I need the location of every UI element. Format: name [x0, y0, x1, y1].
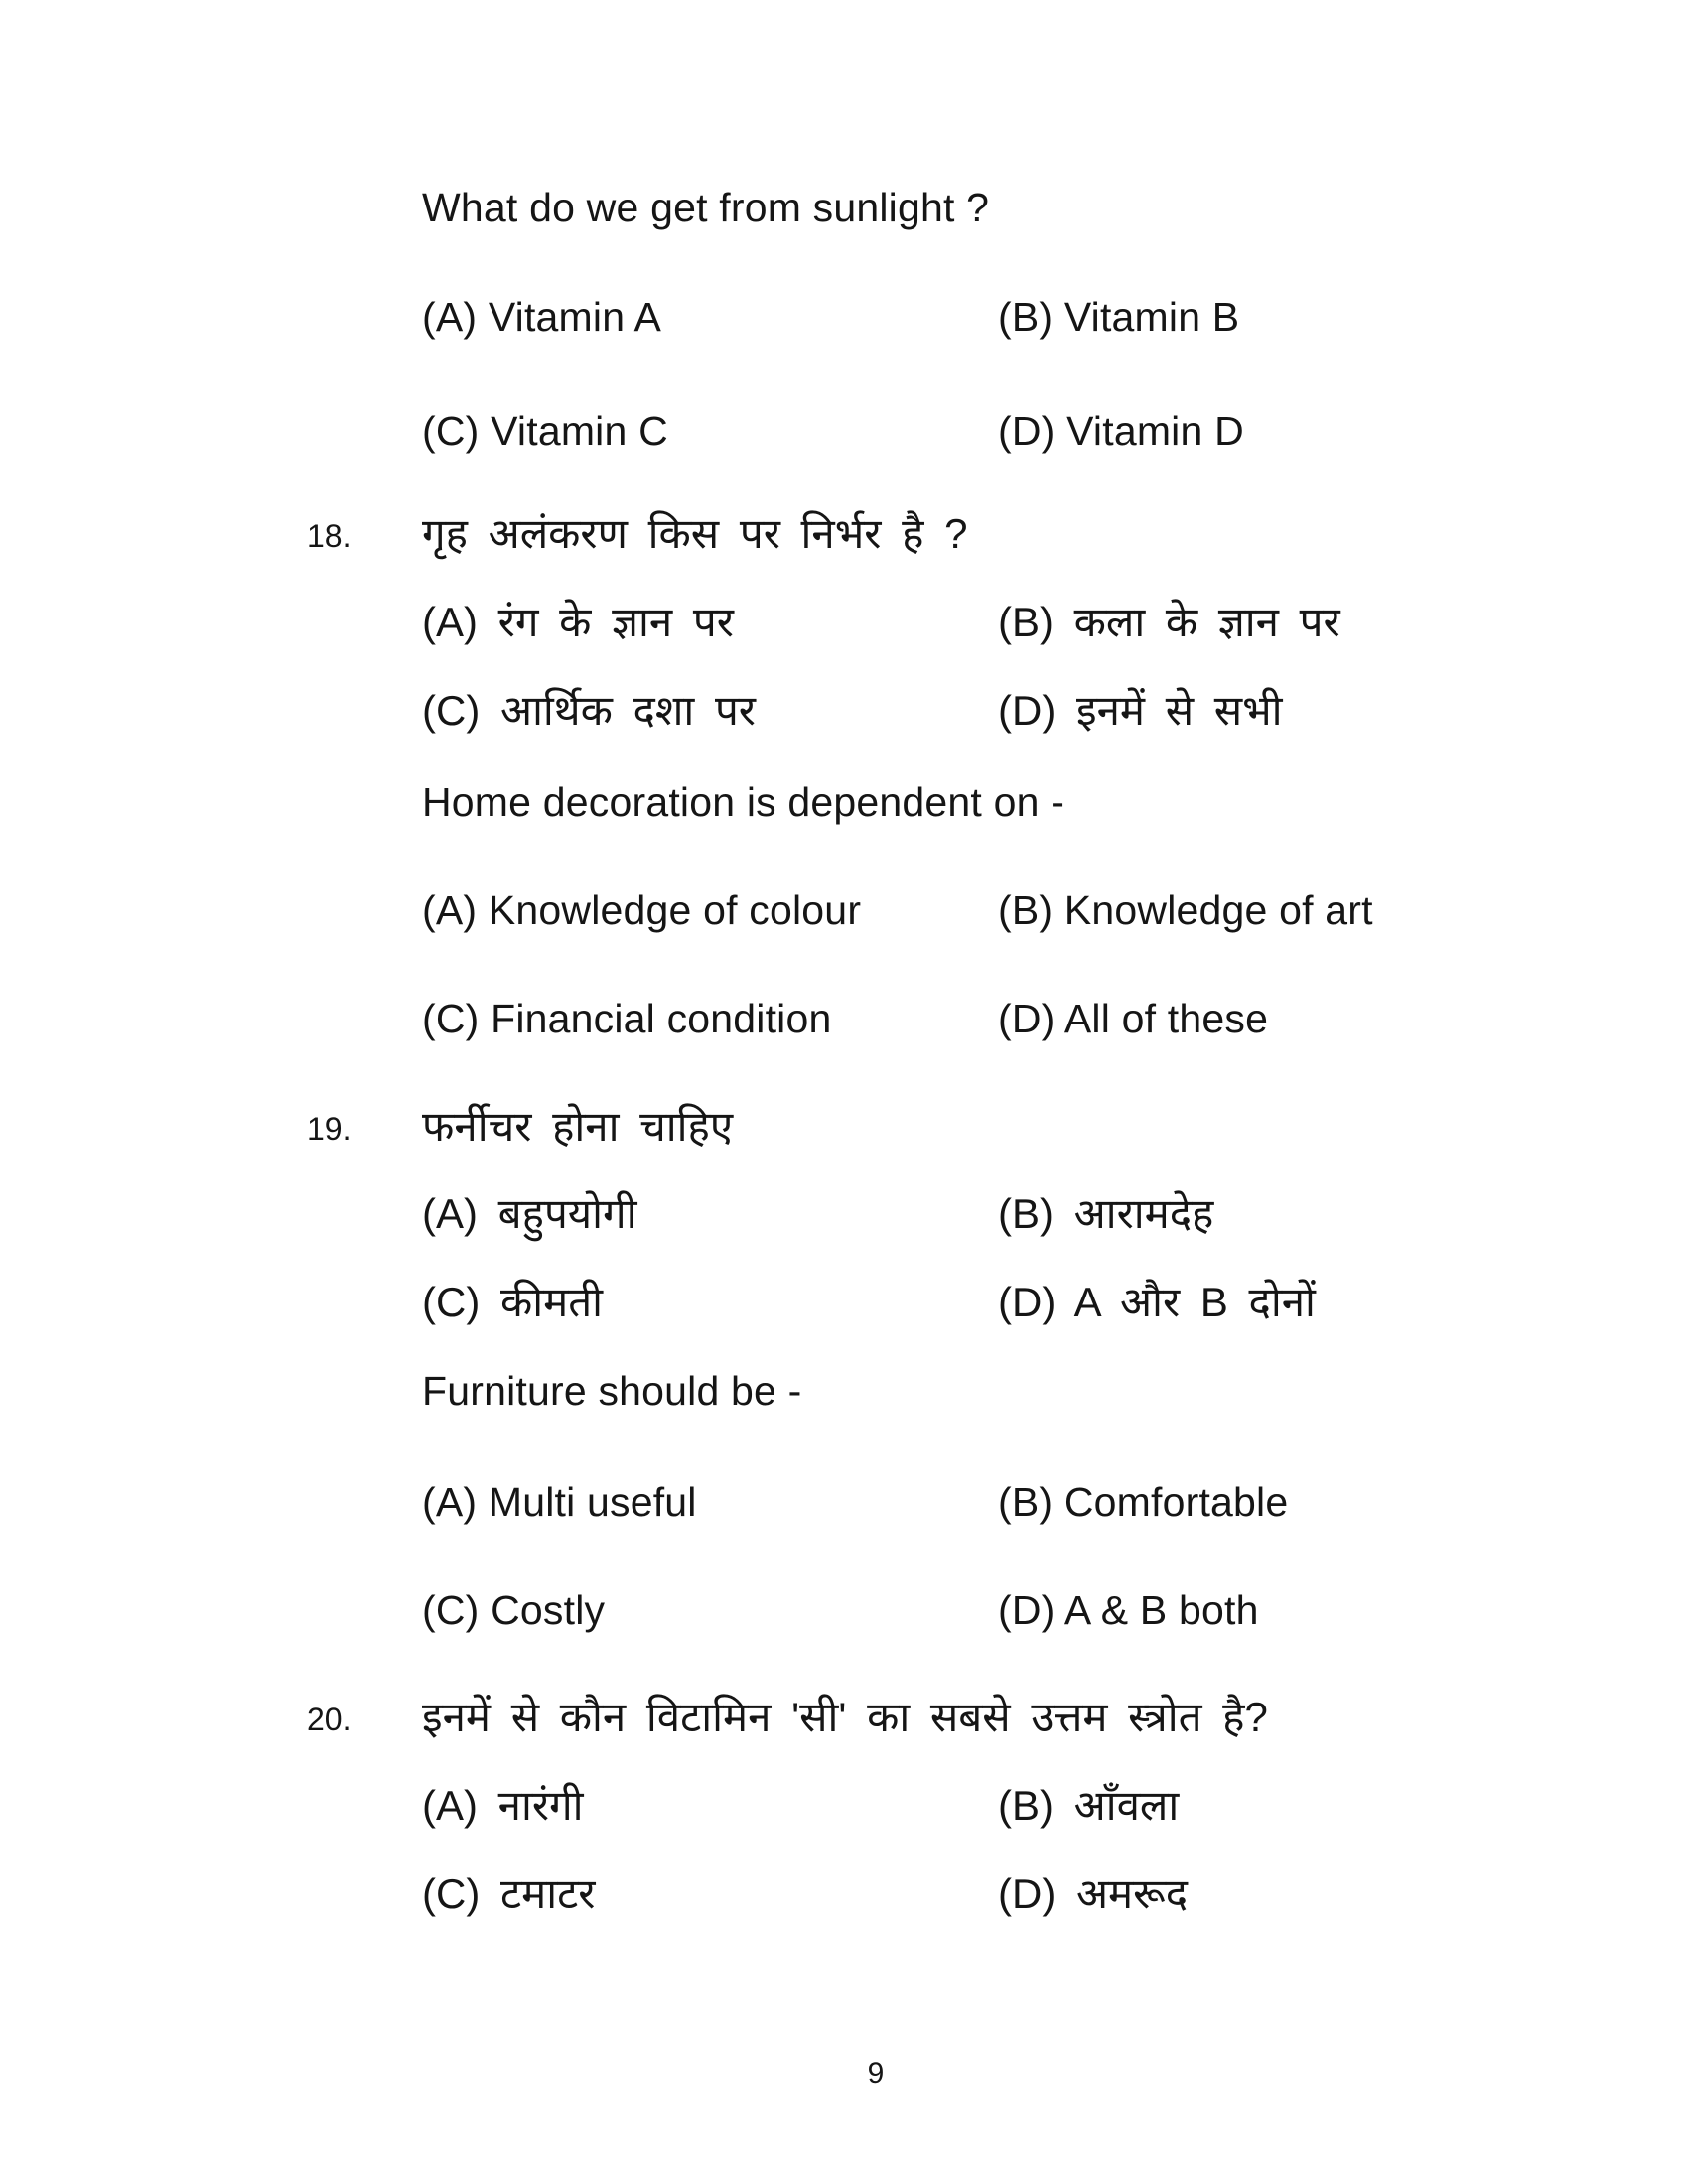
option-c: (C) Costly	[422, 1587, 606, 1633]
option-a: (A) बहुपयोगी	[422, 1190, 637, 1237]
question-text-hindi: फर्नीचर होना चाहिए	[422, 1103, 734, 1150]
question-text-english: Home decoration is dependent on -	[422, 779, 1065, 825]
option-d: (D) A & B both	[998, 1587, 1259, 1633]
option-c: (C) आर्थिक दशा पर	[422, 687, 756, 734]
option-a: (A) Multi useful	[422, 1479, 697, 1525]
option-d: (D) A और B दोनों	[998, 1279, 1316, 1325]
question-text-hindi: इनमें से कौन विटामिन 'सी' का सबसे उत्तम स्त्रोत है?	[422, 1694, 1268, 1740]
option-d: (D) Vitamin D	[998, 408, 1244, 454]
option-b: (B) Knowledge of art	[998, 887, 1373, 933]
question-number: 20.	[307, 1702, 352, 1737]
option-b: (B) आँवला	[998, 1782, 1180, 1829]
option-a: (A) Vitamin A	[422, 294, 662, 340]
question-text-english: Furniture should be -	[422, 1368, 802, 1414]
option-b: (B) Comfortable	[998, 1479, 1289, 1525]
question-text-english: What do we get from sunlight ?	[422, 185, 990, 230]
option-a: (A) रंग के ज्ञान पर	[422, 599, 734, 645]
option-b: (B) कला के ज्ञान पर	[998, 599, 1340, 645]
option-d: (D) All of these	[998, 996, 1269, 1041]
question-number: 19.	[307, 1111, 352, 1147]
option-d: (D) इनमें से सभी	[998, 687, 1283, 734]
option-d: (D) अमरूद	[998, 1870, 1189, 1917]
page-number: 9	[867, 2057, 885, 2090]
option-c: (C) Vitamin C	[422, 408, 668, 454]
option-b: (B) आरामदेह	[998, 1190, 1214, 1237]
option-b: (B) Vitamin B	[998, 294, 1240, 340]
option-c: (C) कीमती	[422, 1279, 604, 1325]
option-c: (C) टमाटर	[422, 1870, 596, 1917]
option-c: (C) Financial condition	[422, 996, 832, 1041]
option-a: (A) Knowledge of colour	[422, 887, 862, 933]
option-a: (A) नारंगी	[422, 1782, 584, 1829]
question-number: 18.	[307, 518, 352, 554]
question-text-hindi: गृह अलंकरण किस पर निर्भर है ?	[422, 510, 968, 557]
